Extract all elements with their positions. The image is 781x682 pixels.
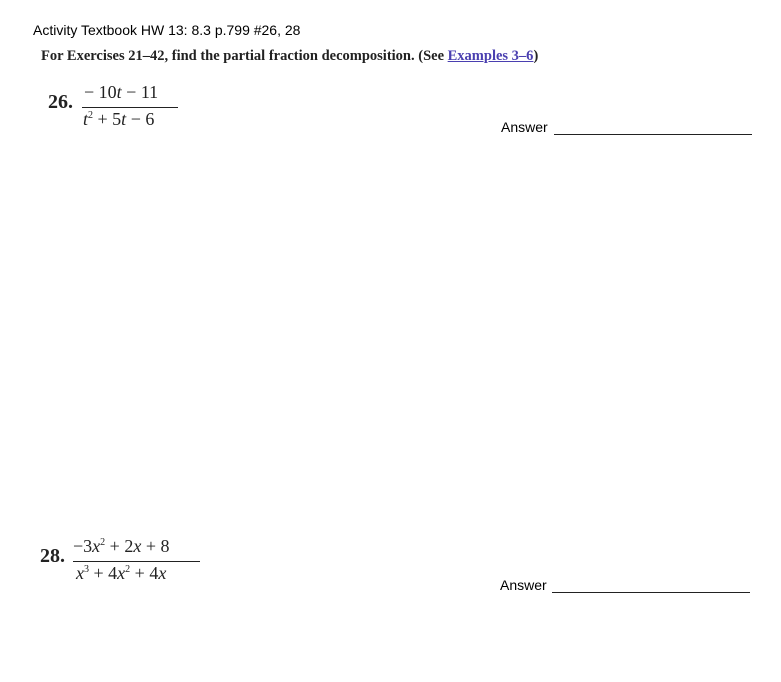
instructions-suffix: ) — [533, 48, 539, 64]
examples-link[interactable]: Examples 3–6 — [447, 48, 534, 64]
problem-number: 26. — [48, 91, 73, 113]
fraction-denominator: $t^2 + 5t - 6$ — [83, 109, 155, 129]
instructions-text: For Exercises 21–42, find the partial fraction decomposition. (See — [41, 48, 448, 64]
answer-label: Answer — [500, 577, 547, 593]
instructions — [41, 48, 538, 65]
answer-label: Answer — [501, 119, 548, 135]
fraction-bar — [82, 107, 178, 108]
fraction-numerator: $-3x^2 + 2x + 8$ — [73, 536, 170, 556]
fraction-numerator: − 10t − 11 — [84, 82, 159, 102]
answer-input-line[interactable] — [552, 592, 750, 593]
answer-input-line[interactable] — [554, 134, 752, 135]
fraction-bar — [73, 561, 200, 562]
page-title: Activity Textbook HW 13: 8.3 p.799 #26, 28 — [33, 22, 301, 38]
problem-number: 28. — [40, 545, 65, 567]
fraction-denominator: $x^3 + 4x^2 + 4x$ — [76, 563, 167, 583]
